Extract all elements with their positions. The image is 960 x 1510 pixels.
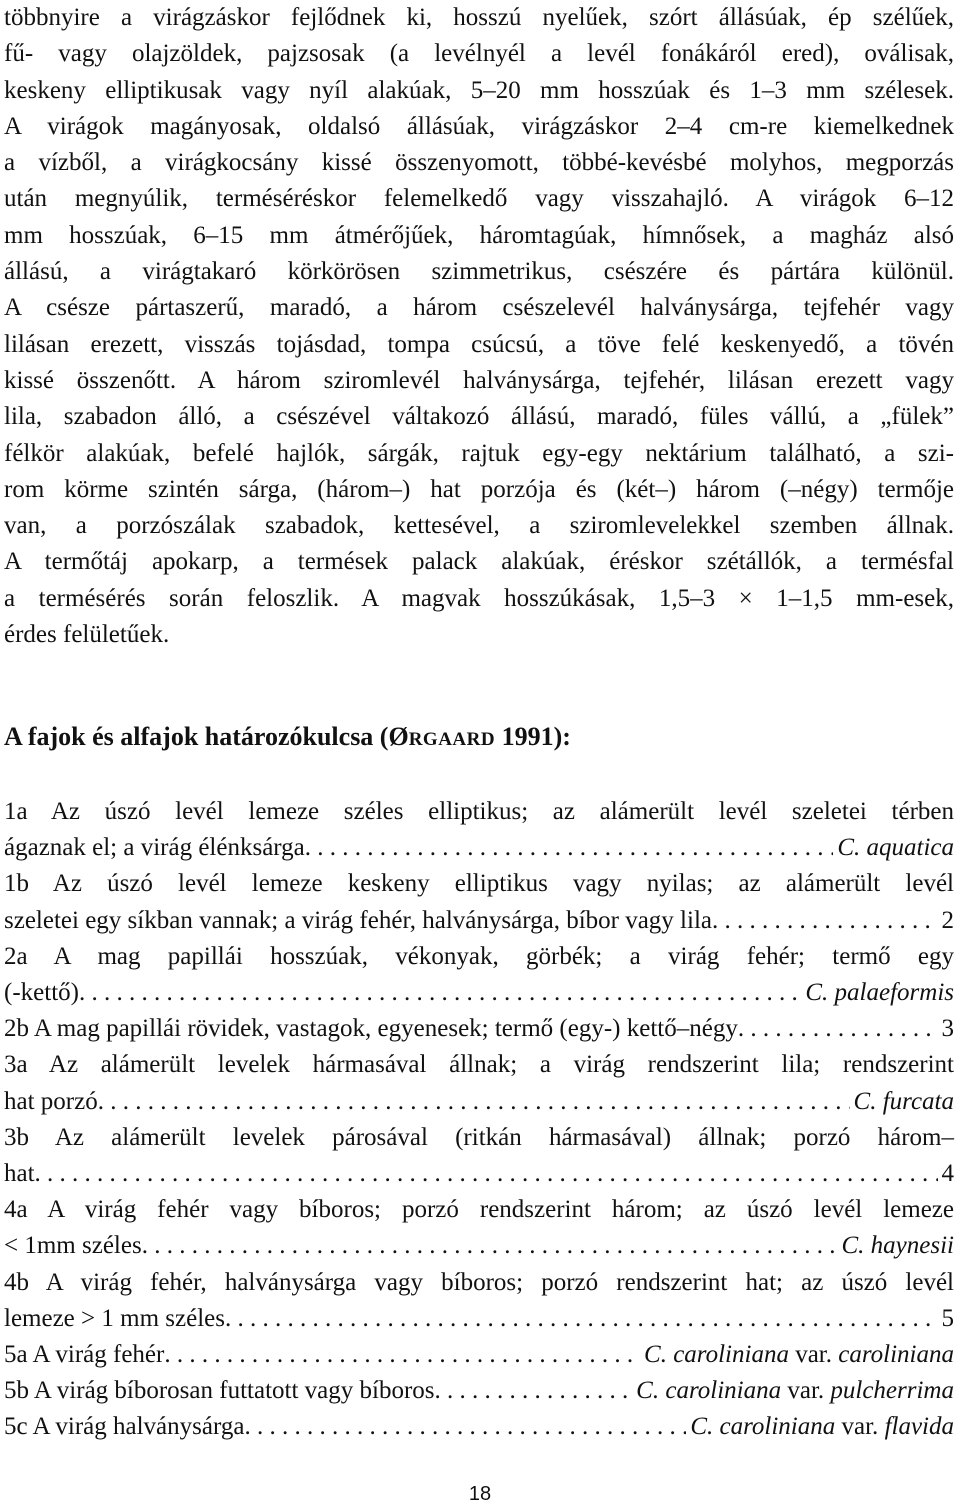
key-entry-1a-result <box>4 830 954 866</box>
key-entry-5b-result <box>4 1373 954 1409</box>
key-text: 5a A virág fehér <box>4 1341 165 1369</box>
paragraph-line: keskeny elliptikusak vagy nyíl alakúak, 5–20 mm hosszúak és 1–3 mm szélesek. <box>4 76 954 104</box>
key-target: 5 <box>941 1304 954 1332</box>
key-text: < 1mm széles <box>4 1232 142 1260</box>
key-text: 5c A virág halványsárga <box>4 1413 245 1441</box>
key-target: C. haynesii <box>841 1232 954 1260</box>
key-target: C. aquatica <box>837 834 954 862</box>
key-target <box>686 1409 954 1445</box>
key-target: C. palaeformis <box>805 979 954 1007</box>
key-entry-4a-result <box>4 1228 954 1264</box>
paragraph-line: a vízből, a virágkocsány kissé összenyomott, többé-kevésbé molyhos, megporzás <box>4 149 954 177</box>
dot-leader <box>244 1409 686 1445</box>
description-paragraph <box>4 0 954 653</box>
key-text: 5b A virág bíborosan futtatott vagy bíboros <box>4 1377 435 1405</box>
taxon-rank: var. <box>788 1341 839 1369</box>
key-target <box>640 1337 954 1373</box>
section-heading <box>4 722 571 752</box>
dot-leader <box>435 1373 633 1409</box>
key-target: 2 <box>941 906 954 934</box>
identification-key <box>4 794 954 1446</box>
taxon-variety: flavida <box>884 1413 954 1441</box>
key-target: C. furcata <box>853 1087 954 1115</box>
key-entry-5c-result <box>4 1409 954 1445</box>
paragraph-line: lila, szabadon álló, a csészével váltakozó állású, maradó, füles vállú, a „fülek” <box>4 403 954 431</box>
dot-leader <box>35 1156 938 1192</box>
dot-leader <box>305 830 834 866</box>
paragraph-line: után megnyúlik, terméséréskor felemelkedő vagy visszahajló. A virágok 6–12 <box>4 185 954 213</box>
key-entry-3a-line: 3a Az alámerült levelek hármasával állnak; a virág rendszerint lila; rendszerint <box>4 1051 954 1079</box>
key-text: ágaznak el; a virág élénksárga <box>4 834 305 862</box>
taxon-name: C. caroliniana <box>636 1377 782 1405</box>
key-target: 3 <box>941 1015 954 1043</box>
dot-leader <box>164 1337 640 1373</box>
key-entry-5a-result <box>4 1337 954 1373</box>
key-entry-4b-result <box>4 1301 954 1337</box>
taxon-name: C. caroliniana <box>644 1341 789 1369</box>
heading-suffix: 1991): <box>495 722 571 751</box>
key-text: (-kettő) <box>4 979 79 1007</box>
heading-prefix: A fajok és alfajok határozókulcsa (Ø <box>4 722 409 751</box>
paragraph-line: rom körme szintén sárga, (három–) hat porzója és (két–) három (–négy) termője <box>4 475 954 503</box>
paragraph-line: A csésze pártaszerű, maradó, a három csészelevél halványsárga, tejfehér vagy <box>4 294 954 322</box>
key-entry-3a-result <box>4 1084 954 1120</box>
key-text: hat <box>4 1160 35 1188</box>
key-text: 2b A mag papillái rövidek, vastagok, egyenesek; termő (egy-) kettő–négy <box>4 1015 738 1043</box>
paragraph-line: mm hosszúak, 6–15 mm átmérőjűek, háromtagúak, hímnősek, a magház alsó <box>4 221 954 249</box>
dot-leader <box>712 903 938 939</box>
dot-leader <box>738 1011 938 1047</box>
key-target <box>632 1373 954 1409</box>
dot-leader <box>79 975 801 1011</box>
key-entry-1b-result <box>4 903 954 939</box>
paragraph-line: érdes felületűek. <box>4 621 170 649</box>
paragraph-line: A termőtáj apokarp, a termések palack alakúak, éréskor szétállók, a termésfal <box>4 548 954 576</box>
paragraph-line: félkör alakúak, befelé hajlók, sárgák, rajtuk egy-egy nektárium található, a szi- <box>4 439 954 467</box>
page-number: 18 <box>468 1483 492 1505</box>
taxon-variety: pulcherrima <box>830 1377 954 1405</box>
key-entry-4a-line: 4a A virág fehér vagy bíboros; porzó rendszerint három; az úszó levél lemeze <box>4 1196 954 1224</box>
key-text: lemeze > 1 mm széles <box>4 1304 225 1332</box>
taxon-name: C. caroliniana <box>690 1413 836 1441</box>
taxon-rank: var. <box>781 1377 831 1405</box>
key-text: szeletei egy síkban vannak; a virág fehér, halványsárga, bíbor vagy lila <box>4 906 712 934</box>
dot-leader <box>98 1084 850 1120</box>
key-entry-2b-result <box>4 1011 954 1047</box>
paragraph-line: van, a porzószálak szabadok, kettesével, a sziromlevelekkel szemben állnak. <box>4 512 954 540</box>
paragraph-line: A virágok magányosak, oldalsó állásúak, virágzáskor 2–4 cm-re kiemelkednek <box>4 112 954 140</box>
heading-author-smallcaps: RGAARD <box>408 729 496 750</box>
taxon-variety: caroliniana <box>838 1341 954 1369</box>
key-target: 4 <box>941 1160 954 1188</box>
taxon-rank: var. <box>835 1413 885 1441</box>
paragraph-line: fű- vagy olajzöldek, pajzsosak (a levélnyél a levél fonákáról ered), oválisak, <box>4 40 954 68</box>
key-entry-4b-line: 4b A virág fehér, halványsárga vagy bíboros; porzó rendszerint hat; az úszó levél <box>4 1268 954 1296</box>
key-entry-3b-result <box>4 1156 954 1192</box>
paragraph-line: kissé összenőtt. A három sziromlevél halványsárga, tejfehér, lilásan erezett vagy <box>4 366 954 394</box>
key-entry-2a-result <box>4 975 954 1011</box>
key-entry-1b-line: 1b Az úszó levél lemeze keskeny elliptikus vagy nyilas; az alámerült levél <box>4 870 954 898</box>
key-entry-1a-line: 1a Az úszó levél lemeze széles elliptikus; az alámerült levél szeletei térben <box>4 798 954 825</box>
dot-leader <box>142 1228 838 1264</box>
paragraph-line: többnyire a virágzáskor fejlődnek ki, hosszú nyelűek, szórt állásúak, ép szélűek, <box>4 4 954 31</box>
paragraph-line: lilásan erezett, visszás tojásdad, tompa csúcsú, a töve felé keskenyedő, a tövén <box>4 330 954 358</box>
key-entry-2a-line: 2a A mag papillái hosszúak, vékonyak, görbék; a virág fehér; termő egy <box>4 942 954 970</box>
paragraph-line: állású, a virágtakaró körkörösen szimmetrikus, csészére és pártára különül. <box>4 258 954 286</box>
key-entry-3b-line: 3b Az alámerült levelek párosával (ritkán hármasával) állnak; porzó három– <box>4 1123 954 1151</box>
key-text: hat porzó <box>4 1087 98 1115</box>
dot-leader <box>225 1301 938 1337</box>
paragraph-line: a termésérés során feloszlik. A magvak hosszúkásak, 1,5–3 × 1–1,5 mm-esek, <box>4 584 954 612</box>
